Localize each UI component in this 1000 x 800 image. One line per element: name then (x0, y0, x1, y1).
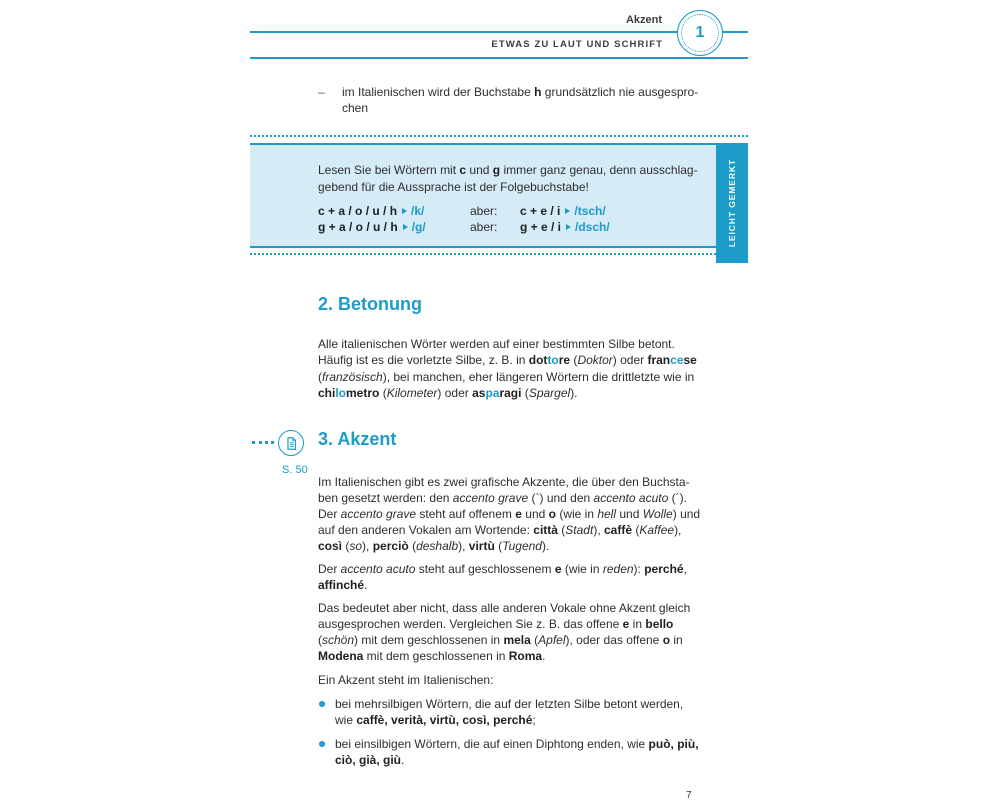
rule-main (318, 219, 426, 235)
text-run: ) und (672, 507, 701, 521)
bold-term: fran (647, 353, 671, 368)
rule-main (318, 203, 424, 219)
text-line (335, 736, 699, 752)
text-line (342, 84, 698, 100)
italic-gloss: schön (322, 633, 355, 647)
header-rule-top (250, 31, 748, 33)
document-icon[interactable] (278, 430, 304, 456)
text-line (318, 600, 690, 616)
tip-text (318, 162, 698, 196)
bullet-text (335, 736, 699, 768)
text-line (318, 561, 687, 577)
text-run: . (364, 578, 368, 592)
paragraph (318, 672, 493, 688)
bold-term: può, più, (648, 737, 699, 751)
bold-term: caffè, verità, virtù, così, perché (356, 713, 533, 727)
bold-term: e (554, 562, 562, 576)
italic-gloss: hell (597, 507, 617, 521)
text-run: mit dem geschlossenen in (363, 649, 509, 663)
arrow-right-icon (565, 208, 570, 214)
text-line (318, 490, 700, 506)
bold-term: città (533, 523, 558, 537)
text-run: Der (318, 507, 341, 521)
text-line (318, 352, 697, 368)
text-run: ; (532, 713, 536, 727)
italic-gloss: Doktor (577, 353, 613, 368)
text-run: (`) und den (528, 491, 594, 505)
bold-term: mela (503, 633, 531, 647)
rule-row-g (318, 219, 698, 235)
text-run: Alle italienischen Wörter werden auf einer bestimmten Silbe betont. (318, 337, 675, 351)
rule-sound: /k/ (411, 204, 425, 218)
rule-alt-sound: /dsch/ (575, 220, 610, 234)
bold-term: dot (528, 353, 548, 368)
text-run: und (466, 163, 493, 177)
paragraph (318, 600, 690, 664)
text-run: Häufig ist es die vorletzte Silbe, z. B. in (318, 353, 529, 368)
section-heading-akzent: 3. Akzent (318, 429, 397, 449)
text-run: Lesen Sie bei Wörtern mit (318, 163, 460, 177)
bold-term: ciò, già, giù (335, 753, 402, 767)
rule-row-c (318, 203, 698, 219)
italic-gloss: accento grave (452, 491, 529, 505)
text-run: , (683, 562, 687, 576)
rule-alt-letters: g + e / i (520, 220, 562, 234)
text-run: in (629, 617, 646, 631)
text-run: ), (362, 539, 373, 553)
text-run: Im Italienischen gibt es zwei grafische Akzente, die über den Buchsta- (318, 475, 690, 489)
cross-reference-dots (252, 441, 274, 444)
dash-marker: – (318, 85, 325, 99)
text-run: auf den anderen Vokalen am Wortende: (318, 523, 534, 537)
text-line (318, 538, 700, 554)
bold-term: virtù (468, 539, 495, 553)
bullet-dot-icon (319, 741, 325, 747)
text-run: ). (541, 539, 550, 553)
italic-gloss: Apfel (538, 633, 566, 647)
text-run: im Italienischen wird der Buchstabe (342, 85, 535, 99)
italic-gloss: Kilometer (386, 386, 438, 401)
text-run: ben gesetzt werden: den (318, 491, 453, 505)
arrow-right-icon (566, 224, 571, 230)
text-line (318, 648, 690, 664)
text-line (318, 672, 493, 688)
text-run: Der (318, 562, 341, 576)
text-run: ), (458, 539, 469, 553)
text-run: und (521, 507, 549, 521)
text-line (318, 632, 690, 648)
text-run: ( (318, 369, 322, 384)
text-run: (wie in (555, 507, 598, 521)
text-run: in (670, 633, 683, 647)
document-icon-graphic (280, 432, 303, 455)
italic-gloss: reden (602, 562, 634, 576)
text-run: . (542, 649, 546, 663)
stressed-syllable: lo (335, 386, 347, 401)
text-line (318, 162, 698, 179)
bold-term: as (472, 386, 486, 401)
bold-term: caffè (604, 523, 633, 537)
italic-gloss: so (349, 539, 363, 553)
text-run: chen (342, 101, 369, 115)
text-run: ( (557, 523, 566, 537)
italic-gloss: Stadt (565, 523, 594, 537)
text-run: ) oder (437, 386, 473, 401)
bold-term: h (534, 85, 542, 99)
bold-term: affinché (318, 578, 365, 592)
text-run: ): (633, 562, 645, 576)
tip-box-tab (716, 143, 748, 263)
rule-alt-letters: c + e / i (520, 204, 561, 218)
text-line (335, 696, 683, 712)
rule-sound: /g/ (411, 220, 426, 234)
paragraph (318, 561, 687, 593)
bold-term: o (662, 633, 671, 647)
bold-term: se (683, 353, 697, 368)
text-run: ), oder das offene (565, 633, 663, 647)
text-run: bei mehrsilbigen Wörtern, die auf der letzten Silbe betont werden, (335, 697, 684, 711)
chapter-number-badge (677, 10, 723, 56)
pronunciation-rules (318, 203, 698, 235)
text-line (318, 336, 697, 352)
text-run: bei einsilbigen Wörtern, die auf einen Diphtong enden, wie (335, 737, 649, 751)
text-run: ( (570, 353, 578, 368)
text-run: ). (570, 386, 578, 401)
text-run: ( (318, 633, 322, 647)
text-line (335, 752, 699, 768)
arrow-right-icon (402, 208, 407, 214)
text-run: ), bei manchen, eher längeren Wörtern die drittletzte wie in (382, 369, 695, 384)
bullet-dot-icon (319, 701, 325, 707)
bold-term: Modena (318, 649, 364, 663)
text-run: ( (408, 539, 417, 553)
text-line (318, 179, 698, 196)
text-line (335, 712, 683, 728)
tip-box-tab-label: LEICHT GEMERKT (727, 158, 737, 248)
text-line (342, 100, 698, 116)
text-run: (´). (668, 491, 687, 505)
text-run: . (401, 753, 405, 767)
text-run: ( (521, 386, 529, 401)
bold-term: ragi (499, 386, 522, 401)
italic-gloss: französisch (322, 369, 383, 384)
text-run: ( (632, 523, 640, 537)
paragraph (318, 474, 700, 554)
text-run: ( (379, 386, 387, 401)
stressed-syllable: to (547, 353, 559, 368)
rule-letters: c + a / o / u / h (318, 204, 398, 218)
text-run: ) mit dem geschlossenen in (354, 633, 504, 647)
bold-term: così (318, 539, 343, 553)
text-run: ( (342, 539, 350, 553)
cross-reference-page[interactable]: S. 50 (282, 464, 308, 476)
rule-alternative (520, 203, 606, 219)
bold-term: e (515, 507, 522, 521)
rule-letters: g + a / o / u / h (318, 220, 398, 234)
page-number: 7 (686, 790, 692, 800)
running-section-title: Akzent (625, 14, 662, 26)
italic-gloss: Wolle (642, 507, 673, 521)
text-line (318, 577, 687, 593)
arrow-right-icon (403, 224, 408, 230)
italic-gloss: accento acuto (593, 491, 669, 505)
bold-term: Roma (508, 649, 543, 663)
text-run: (wie in (561, 562, 603, 576)
tip-box (250, 143, 716, 248)
bold-term: chi (318, 386, 336, 401)
bold-term: perché (644, 562, 684, 576)
bold-term: perciò (372, 539, 409, 553)
bold-term: c (459, 163, 467, 177)
text-run: und (616, 507, 643, 521)
text-run: gebend für die Aussprache ist der Folgebuchstabe! (318, 180, 589, 194)
italic-gloss: accento acuto (340, 562, 416, 576)
section-heading-betonung: 2. Betonung (318, 294, 422, 314)
bold-term: e (622, 617, 630, 631)
text-line (318, 369, 697, 385)
bold-term: o (548, 507, 556, 521)
italic-gloss: Kaffee (639, 523, 675, 537)
dotted-separator-bottom (250, 253, 716, 255)
text-run: immer ganz genau, denn ausschlag- (500, 163, 698, 177)
text-run: steht auf geschlossenem (415, 562, 555, 576)
header-rule-bottom (250, 57, 748, 59)
rule-contrast-word: aber: (470, 220, 498, 234)
text-line (318, 616, 690, 632)
text-run: ), (593, 523, 604, 537)
text-line (318, 506, 700, 522)
text-run: Ein Akzent steht im Italienischen: (318, 673, 494, 687)
text-run: ) oder (612, 353, 648, 368)
italic-gloss: accento grave (340, 507, 417, 521)
paragraph (318, 336, 697, 402)
text-run: ( (494, 539, 503, 553)
text-run: ( (530, 633, 539, 647)
text-run: Das bedeutet aber nicht, dass alle anderen Vokale ohne Akzent gleich (318, 601, 691, 615)
rule-alt-sound: /tsch/ (574, 204, 606, 218)
italic-gloss: Spargel (528, 386, 571, 401)
italic-gloss: Tugend (502, 539, 542, 553)
text-line (318, 385, 697, 401)
list-item-text (342, 84, 698, 116)
bold-term: re (558, 353, 571, 368)
text-run: grundsätzlich nie ausgespro- (541, 85, 699, 99)
dotted-separator-top (250, 135, 748, 137)
text-run: steht auf offenem (416, 507, 516, 521)
italic-gloss: deshalb (416, 539, 459, 553)
text-line (318, 522, 700, 538)
text-run: ), (674, 523, 682, 537)
bold-term: bello (645, 617, 674, 631)
text-run: wie (335, 713, 357, 727)
stressed-syllable: ce (670, 353, 684, 368)
bullet-text (335, 696, 683, 728)
running-chapter-title: ETWAS ZU LAUT UND SCHRIFT (491, 39, 663, 50)
stressed-syllable: pa (485, 386, 500, 401)
text-line (318, 474, 700, 490)
rule-alternative (520, 219, 610, 235)
bold-term: g (492, 163, 501, 177)
bold-term: metro (346, 386, 380, 401)
rule-contrast-word: aber: (470, 204, 498, 218)
chapter-number: 1 (695, 24, 705, 41)
text-run: ausgesprochen werden. Vergleichen Sie z. B. das offene (318, 617, 623, 631)
